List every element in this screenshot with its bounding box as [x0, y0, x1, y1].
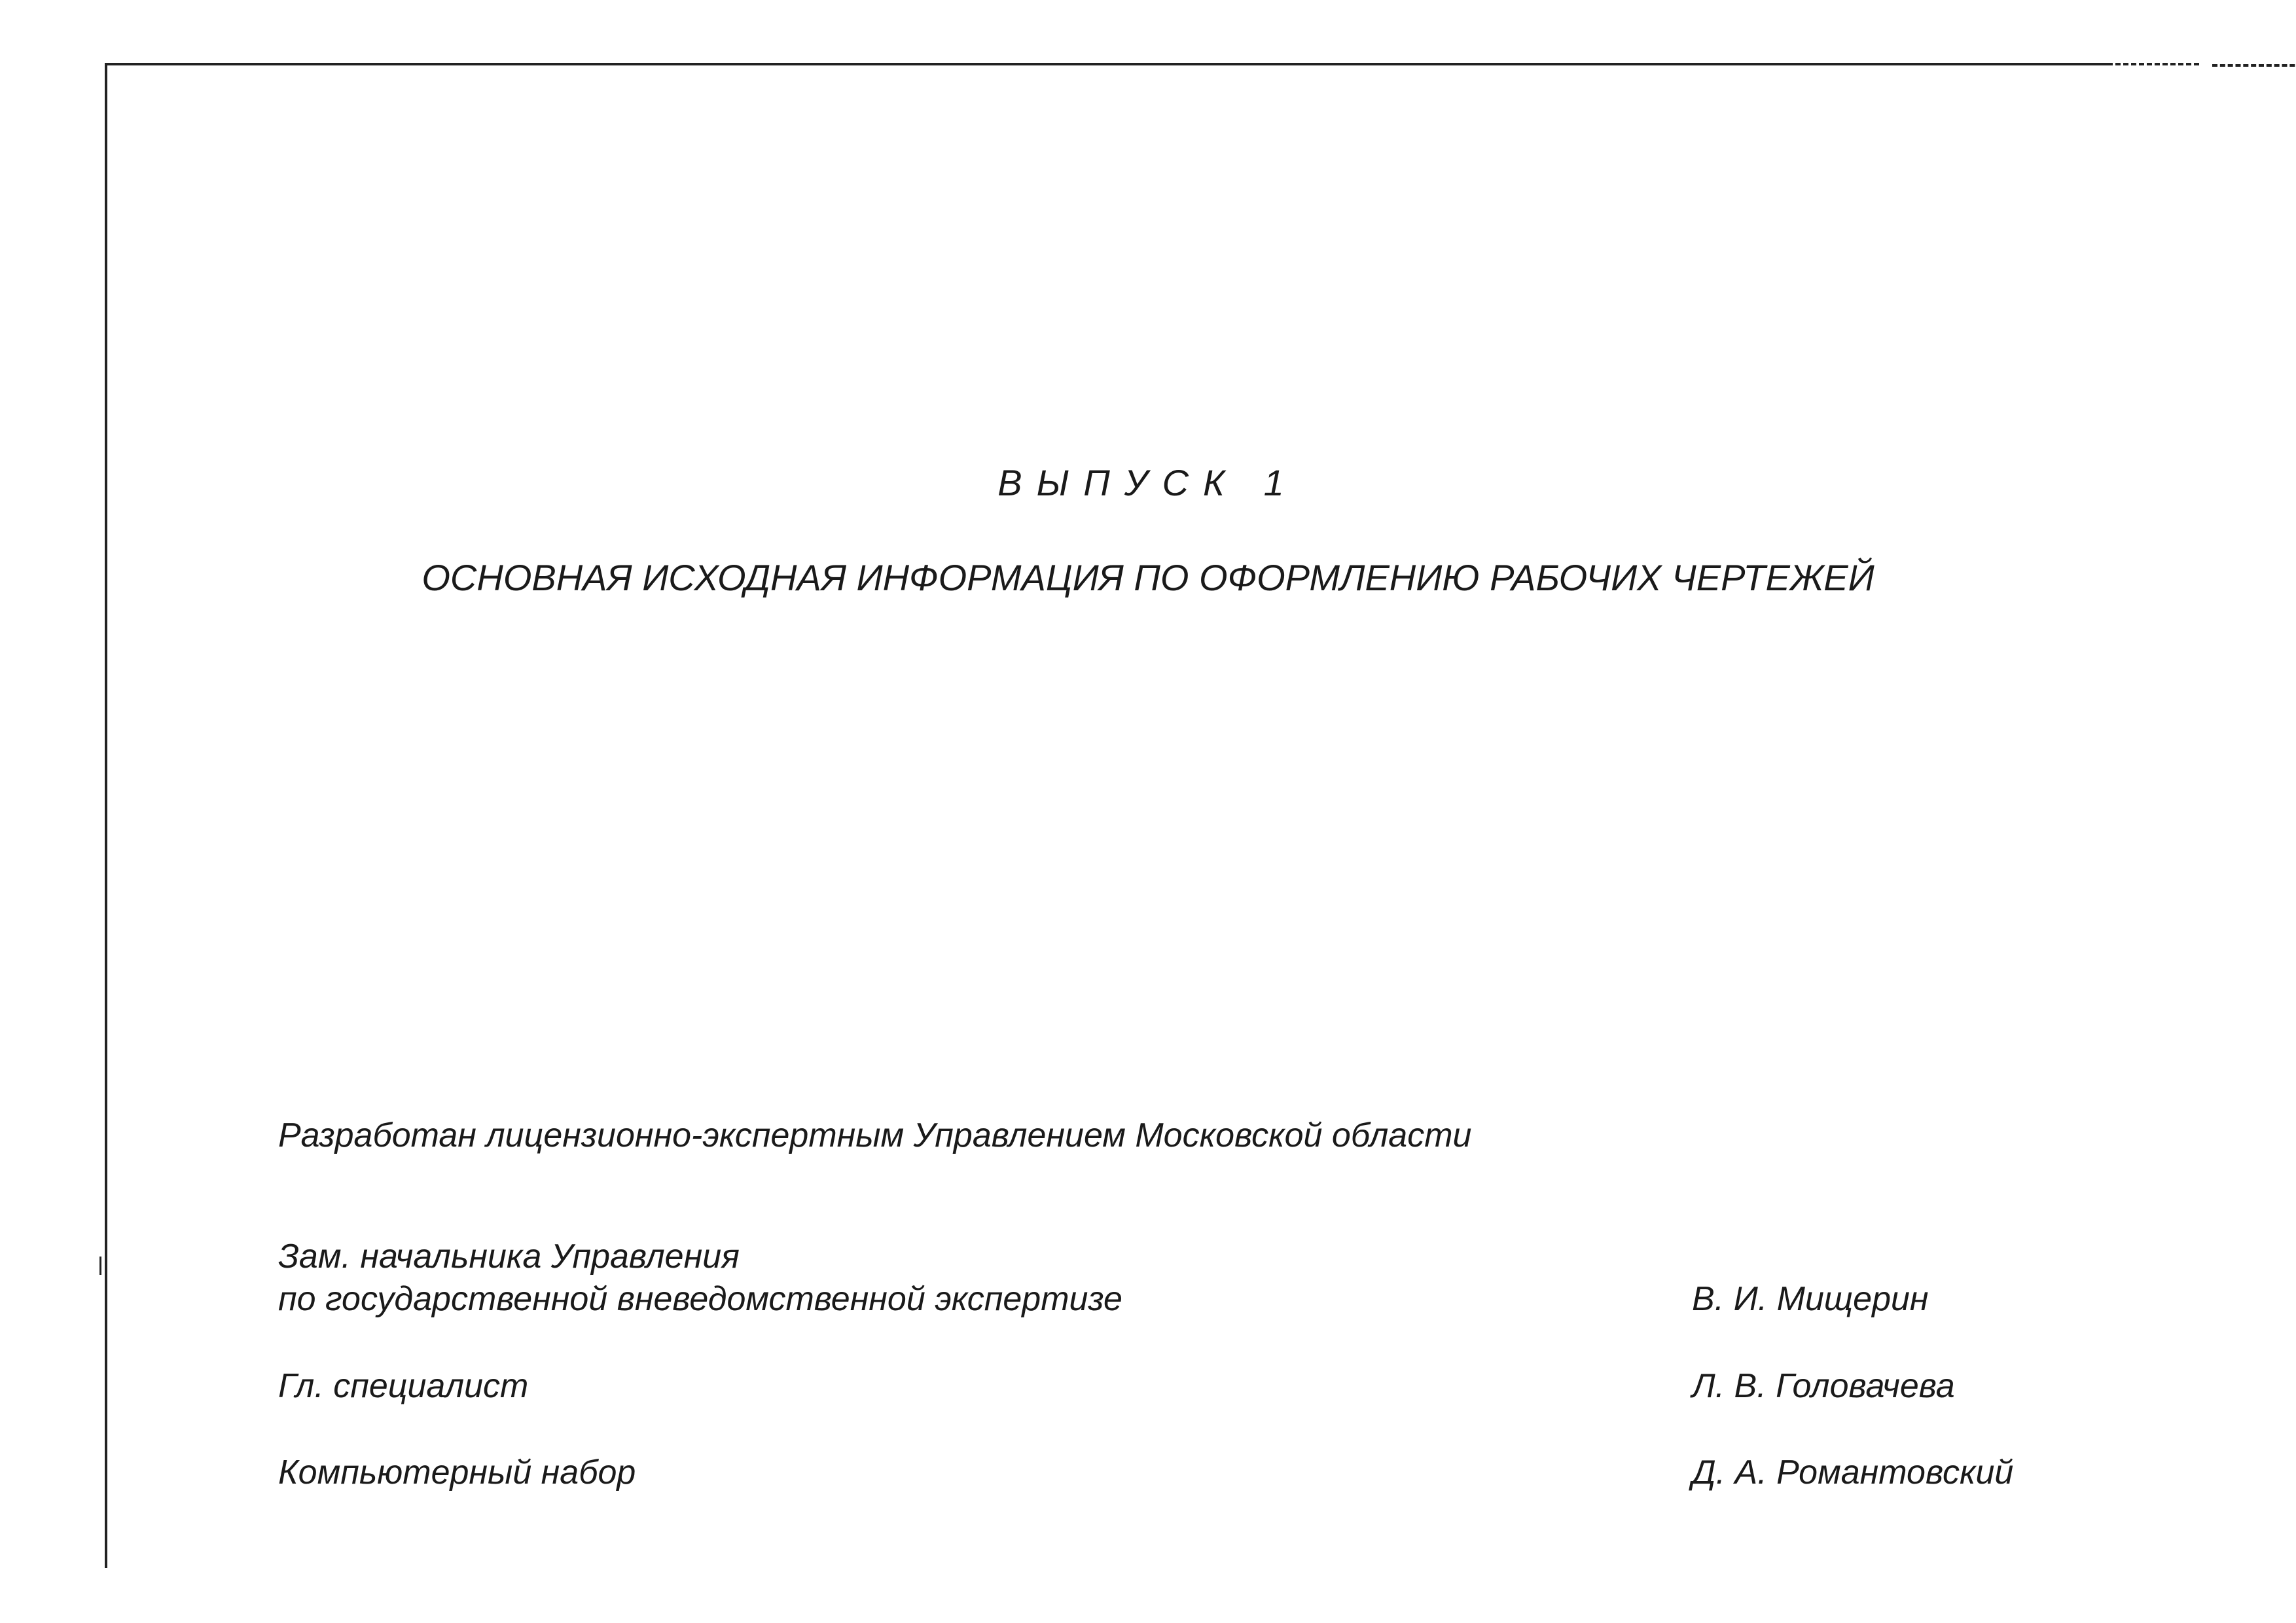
credit-role-chief-specialist: Гл. специалист — [278, 1367, 529, 1405]
frame-top-border-dashed — [2108, 63, 2199, 65]
credit-role-deputy-head: Зам. начальника Управления — [278, 1238, 740, 1275]
frame-left-tick — [99, 1257, 108, 1275]
frame-left-border — [105, 63, 107, 1568]
frame-top-border — [105, 63, 2108, 65]
credit-name-mishcherin: В. И. Мищерин — [1692, 1280, 1929, 1318]
credit-role-typesetting: Компьютерный набор — [278, 1454, 636, 1491]
issue-title: ВЫПУСК 1 — [997, 462, 1299, 503]
frame-top-border-dashed-end — [2212, 64, 2296, 67]
credit-name-romantovsky: Д. А. Романтовский — [1692, 1454, 2014, 1491]
issue-subtitle: ОСНОВНАЯ ИСХОДНАЯ ИНФОРМАЦИЯ ПО ОФОРМЛЕНИЮ РАБОЧИХ ЧЕРТЕЖЕЙ — [422, 557, 1874, 598]
credit-role-deputy-head-cont: по государственной вневедомственной экспертизе — [278, 1280, 1122, 1318]
developed-by-text: Разработан лицензионно-экспертным Управлением Московской области — [278, 1116, 1472, 1154]
credit-name-golovacheva: Л. В. Головачева — [1692, 1367, 1955, 1405]
